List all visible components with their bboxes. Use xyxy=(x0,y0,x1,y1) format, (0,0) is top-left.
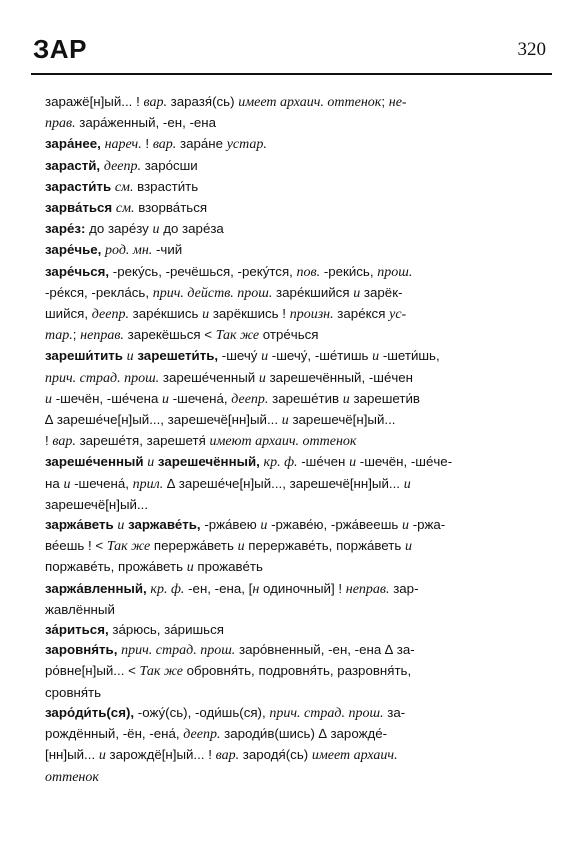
entry-line xyxy=(45,156,543,177)
entry-text: зарекёшься < xyxy=(123,327,216,343)
grammar-label: деепр. xyxy=(231,391,269,407)
headword: заржаве́ть, xyxy=(124,517,205,533)
grammar-label: прав. xyxy=(45,116,76,132)
grammar-label: тар. xyxy=(45,328,73,344)
entry-text: ∆ зареше́че[н]ый..., зарешечё[нн]ый... xyxy=(163,475,404,491)
entry-text: -ржа- xyxy=(409,517,446,533)
grammar-label: и xyxy=(402,518,409,534)
grammar-label: оттенок xyxy=(45,769,99,785)
entry-text: зароди́в(шись) ∆ зарожде́- xyxy=(220,726,388,742)
grammar-label: вар. xyxy=(152,137,177,153)
entry-text: заро́сши xyxy=(141,157,198,173)
entry-text: взорва́ться xyxy=(134,200,208,216)
entry-text: -шечена́, xyxy=(70,475,133,491)
entry-text: сровня́ть xyxy=(45,684,102,700)
grammar-label: устар. xyxy=(226,137,267,153)
dictionary-entry xyxy=(45,703,543,788)
grammar-label: прич. страд. прош. xyxy=(45,370,160,386)
entry-text: ∆ зареше́че[н]ый..., зарешечё[нн]ый... xyxy=(45,412,282,428)
grammar-label: и xyxy=(147,455,155,471)
entry-text: заре́кся xyxy=(333,306,390,322)
entry-line xyxy=(45,134,543,155)
entry-line xyxy=(45,515,543,536)
entry-text: рождённый, -ён, -ена́, xyxy=(45,726,184,742)
grammar-label: и xyxy=(281,413,289,429)
entry-line xyxy=(45,536,543,557)
running-head: ЗАР xyxy=(33,34,87,64)
grammar-label: деепр. xyxy=(183,727,221,743)
entry-text: шийся, xyxy=(45,306,92,322)
entry-text: зареше́тив xyxy=(268,390,343,406)
grammar-label: и xyxy=(126,349,134,365)
dictionary-entry xyxy=(45,262,543,347)
entry-text: отре́чься xyxy=(259,327,319,343)
grammar-label: и xyxy=(63,476,71,492)
entry-text: зарешечённый, -ше́чен xyxy=(265,369,414,385)
headword: заро́ди́ть(ся), xyxy=(45,704,138,720)
entry-text: за- xyxy=(383,704,406,720)
entry-line xyxy=(45,474,543,495)
grammar-label: см. xyxy=(115,201,135,217)
entry-line xyxy=(45,724,543,745)
dictionary-entry xyxy=(45,219,543,240)
entry-text: зарешети́в xyxy=(349,390,420,406)
grammar-label: пов. xyxy=(296,264,321,280)
entry-text: жавлённый xyxy=(45,601,115,617)
dictionary-entry xyxy=(45,579,543,620)
entry-text: ! xyxy=(45,433,53,449)
grammar-label: Так же xyxy=(139,664,183,680)
grammar-label: неправ. xyxy=(80,328,124,344)
entry-text: заро́вненный, -ен, -ена ∆ за- xyxy=(235,642,415,658)
entry-text: ро́вне[н]ый... < xyxy=(45,663,140,679)
grammar-label: и xyxy=(186,560,194,576)
grammar-label: нареч. xyxy=(104,137,142,153)
entry-text: ; xyxy=(72,327,81,343)
grammar-label: и xyxy=(260,518,268,534)
grammar-label: не- xyxy=(388,95,407,110)
grammar-label: кр. ф. xyxy=(263,455,298,471)
dictionary-entry xyxy=(45,198,543,219)
entry-line xyxy=(45,431,543,452)
entry-text: ! xyxy=(141,136,153,152)
entry-text: -шети́шь, xyxy=(379,348,440,364)
grammar-label: прич. страд. прош. xyxy=(121,643,236,659)
dictionary-entries xyxy=(45,92,543,788)
headword: заржа́вленный, xyxy=(45,580,151,596)
headword: заровня́ть, xyxy=(45,642,122,658)
entry-line xyxy=(45,620,543,640)
headword: заре́чье, xyxy=(45,242,106,258)
entry-text: -шечён, -ше́че- xyxy=(356,454,453,470)
entry-line xyxy=(45,240,543,261)
grammar-label: род. мн. xyxy=(105,243,153,259)
entry-line xyxy=(45,283,543,304)
grammar-label: неправ. xyxy=(345,581,390,597)
entry-text: зар- xyxy=(389,580,419,596)
entry-text: -шечу́, -ше́тишь xyxy=(268,348,373,364)
entry-text: -ен, -ена, [ xyxy=(184,580,253,596)
entry-text: -реку́сь, -речёшься, -реку́тся, xyxy=(112,263,297,279)
entry-text: заре́кшийся xyxy=(272,284,354,300)
grammar-label: и xyxy=(349,455,357,471)
entry-text: заре́кшись xyxy=(128,306,203,322)
entry-text: ве́ешь ! < xyxy=(45,538,107,554)
grammar-label: и xyxy=(372,349,380,365)
entry-line xyxy=(45,389,543,410)
header-rule xyxy=(31,73,552,75)
grammar-label: и xyxy=(98,748,106,764)
entry-line xyxy=(45,262,543,283)
entry-text: заразя́(сь) xyxy=(166,94,239,109)
entry-line xyxy=(45,304,543,325)
dictionary-entry xyxy=(45,134,543,155)
grammar-label: и xyxy=(202,307,210,323)
entry-line xyxy=(45,346,543,367)
entry-text: до заре́зу xyxy=(89,221,153,237)
entry-text: зарешечё[н]ый... xyxy=(288,412,396,428)
entry-line xyxy=(45,557,543,578)
entry-text: на xyxy=(45,475,64,491)
entry-text: обровня́ть, подровня́ть, разровня́ть, xyxy=(182,663,412,679)
grammar-label: и xyxy=(258,370,266,386)
headword: заре́чься, xyxy=(45,263,113,279)
dictionary-entry xyxy=(45,515,543,579)
entry-text: заражё[н]ый... ! xyxy=(45,94,144,109)
entry-text: прожаве́ть xyxy=(193,559,263,575)
entry-text: перержаве́ть, поржа́веть xyxy=(244,538,405,554)
entry-text: -ожу́(сь), -оди́шь(ся), xyxy=(137,704,270,720)
page-number: 320 xyxy=(517,39,546,60)
entry-text: зарёкшись ! xyxy=(209,306,290,322)
entry-text: перержа́веть xyxy=(150,538,238,554)
entry-text: до заре́за xyxy=(159,221,224,237)
dictionary-entry xyxy=(45,156,543,177)
entry-line xyxy=(45,767,543,788)
grammar-label: прил. xyxy=(132,476,164,492)
grammar-label: деепр. xyxy=(91,307,129,323)
entry-line xyxy=(45,198,543,219)
grammar-label: и xyxy=(162,391,170,407)
entry-text: зареше́ченный xyxy=(159,369,259,385)
dictionary-entry xyxy=(45,640,543,703)
grammar-label: Так же xyxy=(106,539,151,555)
grammar-label: прош. xyxy=(377,264,413,280)
grammar-label: вар. xyxy=(52,434,76,450)
entry-line xyxy=(45,219,543,240)
entry-text: зародя́(сь) xyxy=(239,747,312,763)
entry-line xyxy=(45,92,543,113)
headword: зарастй, xyxy=(45,157,104,173)
dictionary-entry xyxy=(45,452,543,515)
entry-line xyxy=(45,661,543,682)
headword: за́риться, xyxy=(45,622,113,638)
entry-text: -чий xyxy=(152,242,183,258)
headword: заре́з: xyxy=(45,221,90,237)
grammar-label: см. xyxy=(114,179,134,195)
grammar-label: прич. страд. прош. xyxy=(269,705,384,721)
entry-text: поржаве́ть, прожа́веть xyxy=(45,559,187,575)
grammar-label: и xyxy=(404,539,412,555)
entry-text: -шечу́ xyxy=(221,348,262,364)
headword: зареши́тить xyxy=(45,348,127,364)
entry-line xyxy=(45,177,543,198)
entry-text: взрасти́ть xyxy=(133,178,199,194)
entry-line xyxy=(45,640,543,661)
entry-line xyxy=(45,495,543,515)
entry-line xyxy=(45,113,543,134)
entry-line xyxy=(45,452,543,473)
dictionary-entry xyxy=(45,92,543,134)
grammar-label: произн. xyxy=(289,307,334,323)
headword: заржа́веть xyxy=(45,517,118,533)
grammar-label: прич. действ. прош. xyxy=(152,285,273,301)
dictionary-entry xyxy=(45,620,543,640)
entry-text: -ржаве́ю, -ржа́веешь xyxy=(267,517,402,533)
entry-text: зареше́тя, зарешетя́ xyxy=(75,433,210,449)
grammar-label: и xyxy=(237,539,245,555)
grammar-label: и xyxy=(261,349,269,365)
headword: зарешети́ть, xyxy=(133,348,222,364)
grammar-label: и xyxy=(152,222,160,238)
grammar-label: вар. xyxy=(215,748,240,764)
entry-text: [нн]ый... xyxy=(45,747,99,763)
entry-line xyxy=(45,703,543,724)
entry-text: за́рюсь, за́ришься xyxy=(112,622,224,638)
headword: зарешечённый, xyxy=(154,454,264,470)
grammar-label: деепр. xyxy=(103,158,142,174)
entry-text: ; xyxy=(381,94,389,109)
dictionary-entry xyxy=(45,240,543,261)
headword: зарва́ться xyxy=(45,200,116,216)
entry-text: -ше́чен xyxy=(297,454,350,470)
grammar-label: имеет архаич. оттенок xyxy=(238,95,382,110)
entry-text: зарёк- xyxy=(360,284,403,300)
grammar-label: и xyxy=(342,391,350,407)
dictionary-entry xyxy=(45,346,543,452)
entry-line xyxy=(45,600,543,620)
grammar-label: н xyxy=(252,581,260,597)
headword: зарасти́ть xyxy=(45,178,115,194)
entry-text: -реки́сь, xyxy=(320,263,378,279)
headword: зара́нее, xyxy=(45,136,105,152)
entry-text: -ре́кся, -рекла́сь, xyxy=(45,284,153,300)
entry-line xyxy=(45,579,543,600)
entry-text: зарешечё[н]ый... xyxy=(45,496,149,512)
entry-text: одиночный] ! xyxy=(259,580,346,596)
grammar-label: и xyxy=(403,476,411,492)
grammar-label: кр. ф. xyxy=(150,581,185,597)
grammar-label: и xyxy=(353,285,361,301)
grammar-label: и xyxy=(45,391,52,407)
entry-text: зара́женный, -ен, -ена xyxy=(75,115,217,131)
dictionary-entry xyxy=(45,177,543,198)
entry-text: зарождё[н]ый... ! xyxy=(105,747,216,763)
headword: зареше́ченный xyxy=(45,454,148,470)
grammar-label: и xyxy=(117,518,125,534)
entry-text: зара́не xyxy=(176,136,227,152)
grammar-label: имеет архаич. xyxy=(311,748,398,764)
entry-text: -шечена́, xyxy=(169,390,232,406)
entry-line xyxy=(45,745,543,766)
grammar-label: ус- xyxy=(389,307,407,323)
entry-line xyxy=(45,410,543,431)
grammar-label: вар. xyxy=(143,95,167,110)
entry-line xyxy=(45,325,543,346)
entry-line xyxy=(45,683,543,703)
entry-line xyxy=(45,368,543,389)
grammar-label: Так же xyxy=(215,328,260,344)
entry-text: -шечён, -ше́чена xyxy=(52,390,163,406)
grammar-label: имеют архаич. оттенок xyxy=(209,434,357,450)
entry-text: -ржа́вею xyxy=(204,517,261,533)
